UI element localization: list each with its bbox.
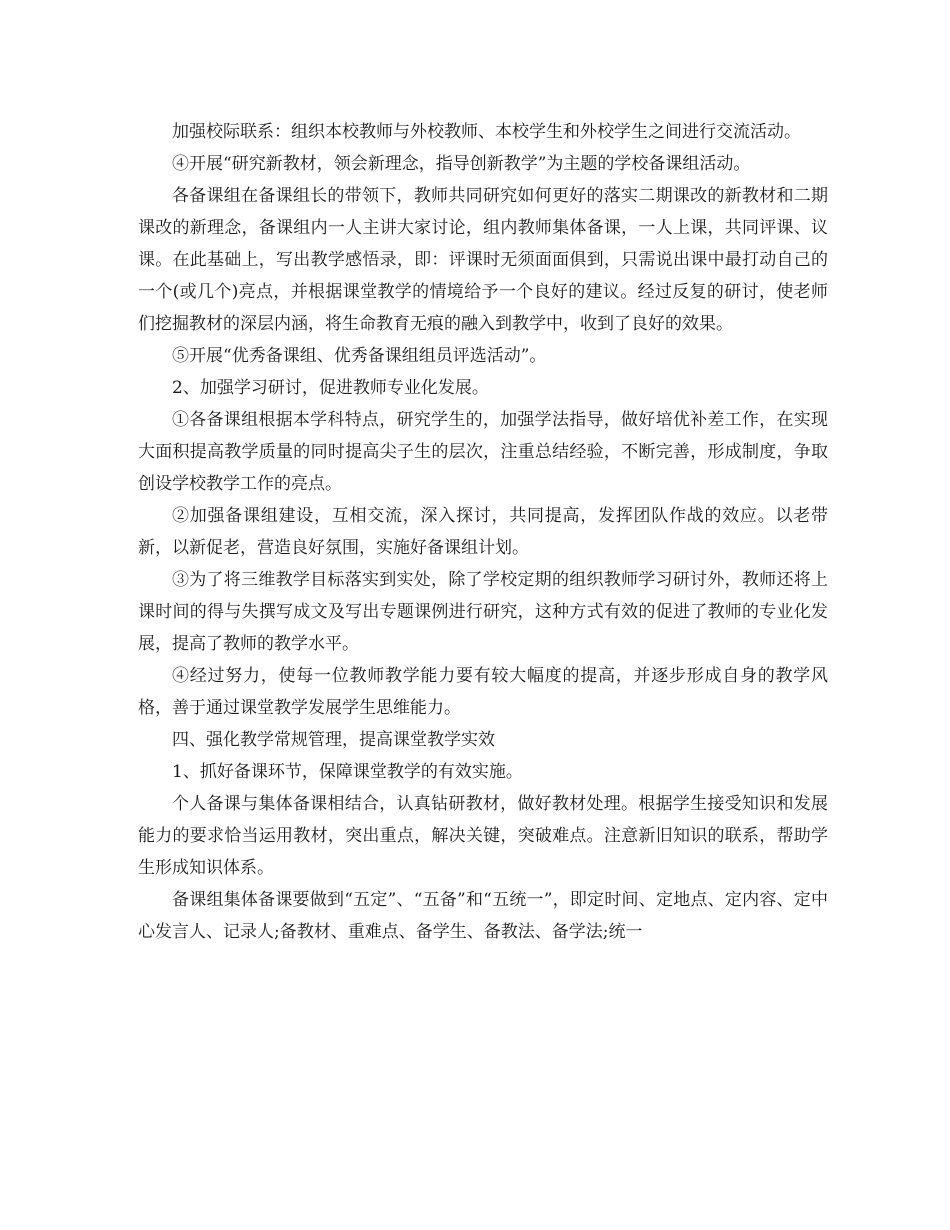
document-body [138, 116, 828, 948]
paragraph-item-2: ②加强备课组建设，互相交流，深入探讨，共同提高，发挥团队作战的效应。以老带新，以新促老，营造良好氛围，实施好备课组计划。 [138, 506, 828, 558]
paragraph-collective-prep: 备课组集体备课要做到“五定”、“五备”和“五统一”，即定时间、定地点、定内容、定中心发言人、记录人;备教材、重难点、备学生、备教法、备学法;统一 [138, 890, 828, 942]
paragraph-item-3: ③为了将三维教学目标落实到实处，除了学校定期的组织教师学习研讨外，教师还将上课时间的得与失撰写成文及写出专题课例进行研究，这种方式有效的促进了教师的专业化发展，提高了教师的教学水平。 [138, 570, 828, 654]
paragraph-excellent-group-selection: ⑤开展“优秀备课组、优秀备课组组员评选活动”。 [172, 346, 547, 366]
paragraph-section-1-heading: 1、抓好备课环节，保障课堂教学的有效实施。 [172, 762, 523, 782]
paragraph-individual-prep: 个人备课与集体备课相结合，认真钻研教材，做好教材处理。根据学生接受知识和发展能力的要求恰当运用教材，突出重点，解决关键，突破难点。注意新旧知识的联系，帮助学生形成知识体系。 [138, 794, 828, 878]
section-heading-four: 四、强化教学常规管理，提高课堂教学实效 [172, 730, 495, 750]
paragraph-section-2-heading: 2、加强学习研讨，促进教师专业化发展。 [172, 378, 489, 398]
paragraph-new-textbook-activity: ④开展“研究新教材，领会新理念，指导创新教学”为主题的学校备课组活动。 [172, 154, 751, 174]
paragraph-school-exchange: 加强校际联系：组织本校教师与外校教师、本校学生和外校学生之间进行交流活动。 [172, 122, 801, 142]
paragraph-item-1: ①各备课组根据本学科特点，研究学生的，加强学法指导，做好培优补差工作，在实现大面积提高教学质量的同时提高尖子生的层次，注重总结经验，不断完善，形成制度，争取创设学校教学工作的亮点。 [138, 410, 828, 494]
paragraph-lesson-group-research: 各备课组在备课组长的带领下，教师共同研究如何更好的落实二期课改的新教材和二期课改的新理念，备课组内一人主讲大家讨论，组内教师集体备课，一人上课，共同评课、议课。在此基础上，写出教学感悟录，即：评课时无须面面俱到，只需说出课中最打动自己的一个(或几个)亮点，并根据课堂教学的情境给予一个良好的建议。经过反复的研讨，使老师们挖掘教材的深层内涵，将生命教育无痕的融入到教学中，收到了良好的效果。 [138, 186, 828, 334]
paragraph-item-4: ④经过努力，使每一位教师教学能力要有较大幅度的提高，并逐步形成自身的教学风格，善于通过课堂教学发展学生思维能力。 [138, 666, 828, 718]
